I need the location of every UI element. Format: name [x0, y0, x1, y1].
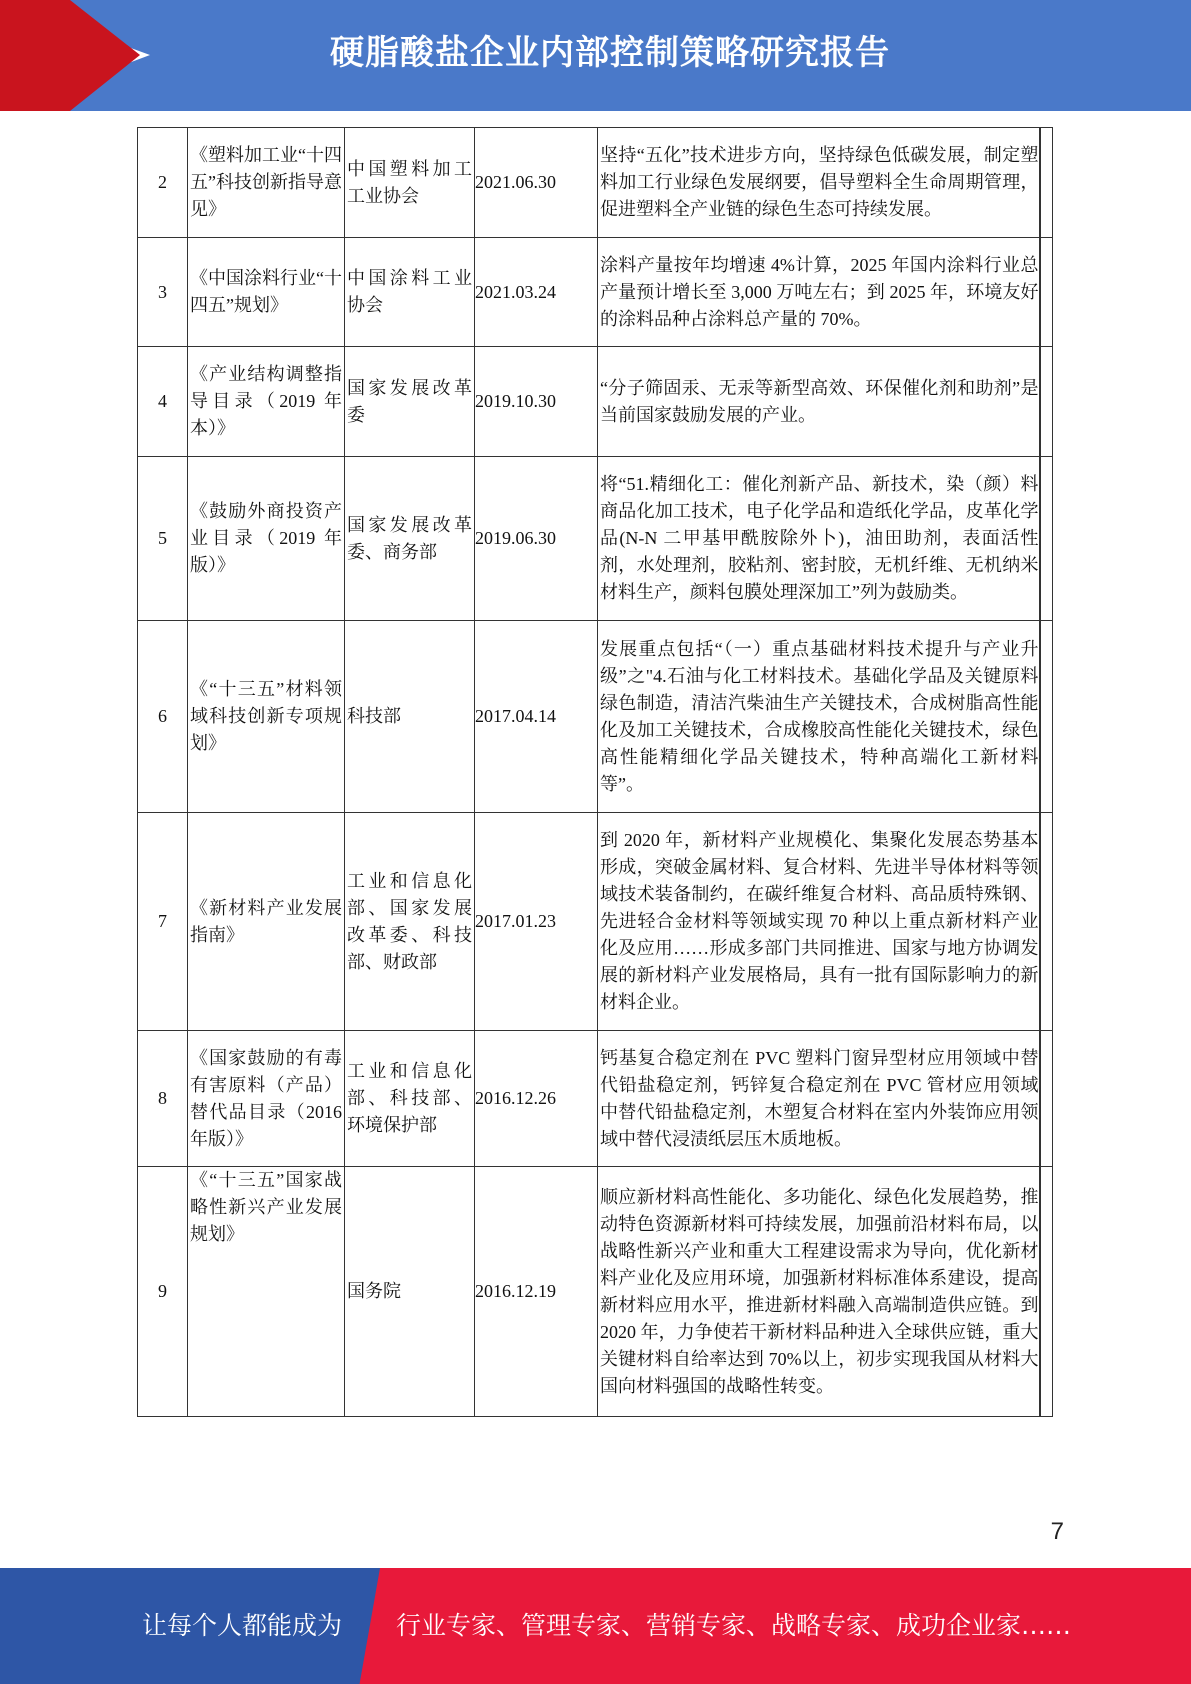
policy-content: 顺应新材料高性能化、多功能化、绿色化发展趋势，推动特色资源新材料可持续发展，加强前沿材料布局，以战略性新兴产业和重大工程建设需求为导向，优化新材料产业化及应用环境，加强新材料标准体系建设，提高新材料应用水平，推进新材料融入高端制造供应链。到 2020 年，力争使若干新材料品种进入全球供应链，重大关键材料自给率达到 70%以上，初步实现我国从材料大国向材料强国的战略性转变。 [598, 1167, 1040, 1417]
row-number: 4 [138, 347, 188, 457]
policy-name: 《塑料加工业“十四五”科技创新指导意见》 [188, 128, 345, 238]
footer-banner [0, 1568, 1191, 1684]
policy-name: 《国家鼓励的有毒有害原料（产品）替代品目录（2016 年版）》 [188, 1031, 345, 1167]
header-banner [0, 0, 1191, 111]
table-edge-cell [1040, 128, 1053, 238]
row-number: 7 [138, 813, 188, 1031]
issue-date: 2019.06.30 [475, 457, 598, 621]
issuing-org: 科技部 [345, 621, 475, 813]
policy-name: 《“十三五”材料领域科技创新专项规划》 [188, 621, 345, 813]
issue-date: 2021.03.24 [475, 238, 598, 347]
issue-date: 2019.10.30 [475, 347, 598, 457]
policy-table-body [138, 128, 1053, 1417]
row-number: 3 [138, 238, 188, 347]
issue-date: 2016.12.19 [475, 1167, 598, 1417]
row-number: 9 [138, 1167, 188, 1417]
row-number: 5 [138, 457, 188, 621]
policy-name: 《产业结构调整指导目录（2019 年本）》 [188, 347, 345, 457]
policy-content: 钙基复合稳定剂在 PVC 塑料门窗异型材应用领域中替代铅盐稳定剂，钙锌复合稳定剂在 PVC 管材应用领域中替代铅盐稳定剂，木塑复合材料在室内外装饰应用领域中替代浸渍纸层压木质地板。 [598, 1031, 1040, 1167]
issue-date: 2017.01.23 [475, 813, 598, 1031]
table-row [138, 621, 1053, 813]
policy-name: 《新材料产业发展指南》 [188, 813, 345, 1031]
policy-name: 《“十三五”国家战略性新兴产业发展规划》 [188, 1167, 345, 1417]
header-red-block [0, 0, 70, 111]
footer-slogan-left: 让每个人都能成为 [142, 1611, 343, 1640]
issuing-org: 工业和信息化部、国家发展改革委、科技部、财政部 [345, 813, 475, 1031]
issuing-org: 国务院 [345, 1167, 475, 1417]
table-row [138, 457, 1053, 621]
table-row [138, 128, 1053, 238]
issue-date: 2016.12.26 [475, 1031, 598, 1167]
issuing-org: 国家发展改革委 [345, 347, 475, 457]
policy-table [137, 127, 1053, 1417]
policy-content: 坚持“五化”技术进步方向，坚持绿色低碳发展，制定塑料加工行业绿色发展纲要，倡导塑料全生命周期管理，促进塑料全产业链的绿色生态可持续发展。 [598, 128, 1040, 238]
issuing-org: 工业和信息化部、科技部、环境保护部 [345, 1031, 475, 1167]
table-row [138, 1167, 1053, 1417]
table-row [138, 813, 1053, 1031]
table-row [138, 347, 1053, 457]
policy-content: 将“51.精细化工：催化剂新产品、新技术，染（颜）料商品化加工技术，电子化学品和造纸化学品，皮革化学品(N-N 二甲基甲酰胺除外卜)，油田助剂，表面活性剂，水处理剂，胶粘剂、密封胶，无机纤维、无机纳米材料生产，颜料包膜处理深加工”列为鼓励类。 [598, 457, 1040, 621]
table-row [138, 1031, 1053, 1167]
policy-content: 发展重点包括“（一）重点基础材料技术提升与产业升级”之"4.石油与化工材料技术。基础化学品及关键原料绿色制造，清洁汽柴油生产关键技术，合成树脂高性能化及加工关键技术，合成橡胶高性能化关键技术，绿色高性能精细化学品关键技术，特种高端化工新材料等”。 [598, 621, 1040, 813]
row-number: 8 [138, 1031, 188, 1167]
table-edge-cell [1040, 621, 1053, 813]
issuing-org: 国家发展改革委、商务部 [345, 457, 475, 621]
policy-content: “分子筛固汞、无汞等新型高效、环保催化剂和助剂”是当前国家鼓励发展的产业。 [598, 347, 1040, 457]
issuing-org: 中国涂料工业协会 [345, 238, 475, 347]
policy-content: 到 2020 年，新材料产业规模化、集聚化发展态势基本形成，突破金属材料、复合材料、先进半导体材料等领域技术装备制约，在碳纤维复合材料、高品质特殊钢、先进轻合金材料等领域实现 70 种以上重点新材料产业化及应用……形成多部门共同推进、国家与地方协调发展的新材料产业发展格局，具有一批有国际影响力的新材料企业。 [598, 813, 1040, 1031]
issuing-org: 中国塑料加工工业协会 [345, 128, 475, 238]
page-title: 硬脂酸盐企业内部控制策略研究报告 [330, 33, 890, 73]
footer-slogan-right: 行业专家、管理专家、营销专家、战略专家、成功企业家…… [396, 1611, 1072, 1640]
header-red-arrow [70, 0, 140, 111]
table-edge-cell [1040, 813, 1053, 1031]
table-edge-cell [1040, 238, 1053, 347]
table-edge-cell [1040, 347, 1053, 457]
row-number: 6 [138, 621, 188, 813]
issue-date: 2017.04.14 [475, 621, 598, 813]
table-edge-cell [1040, 1167, 1053, 1417]
table-row [138, 238, 1053, 347]
table-edge-cell [1040, 1031, 1053, 1167]
row-number: 2 [138, 128, 188, 238]
table-edge-cell [1040, 457, 1053, 621]
policy-name: 《鼓励外商投资产业目录（2019 年版）》 [188, 457, 345, 621]
policy-content: 涂料产量按年均增速 4%计算，2025 年国内涂料行业总产量预计增长至 3,000 万吨左右；到 2025 年，环境友好的涂料品种占涂料总产量的 70%。 [598, 238, 1040, 347]
page-number: 7 [1050, 1518, 1064, 1545]
issue-date: 2021.06.30 [475, 128, 598, 238]
policy-name: 《中国涂料行业“十四五”规划》 [188, 238, 345, 347]
